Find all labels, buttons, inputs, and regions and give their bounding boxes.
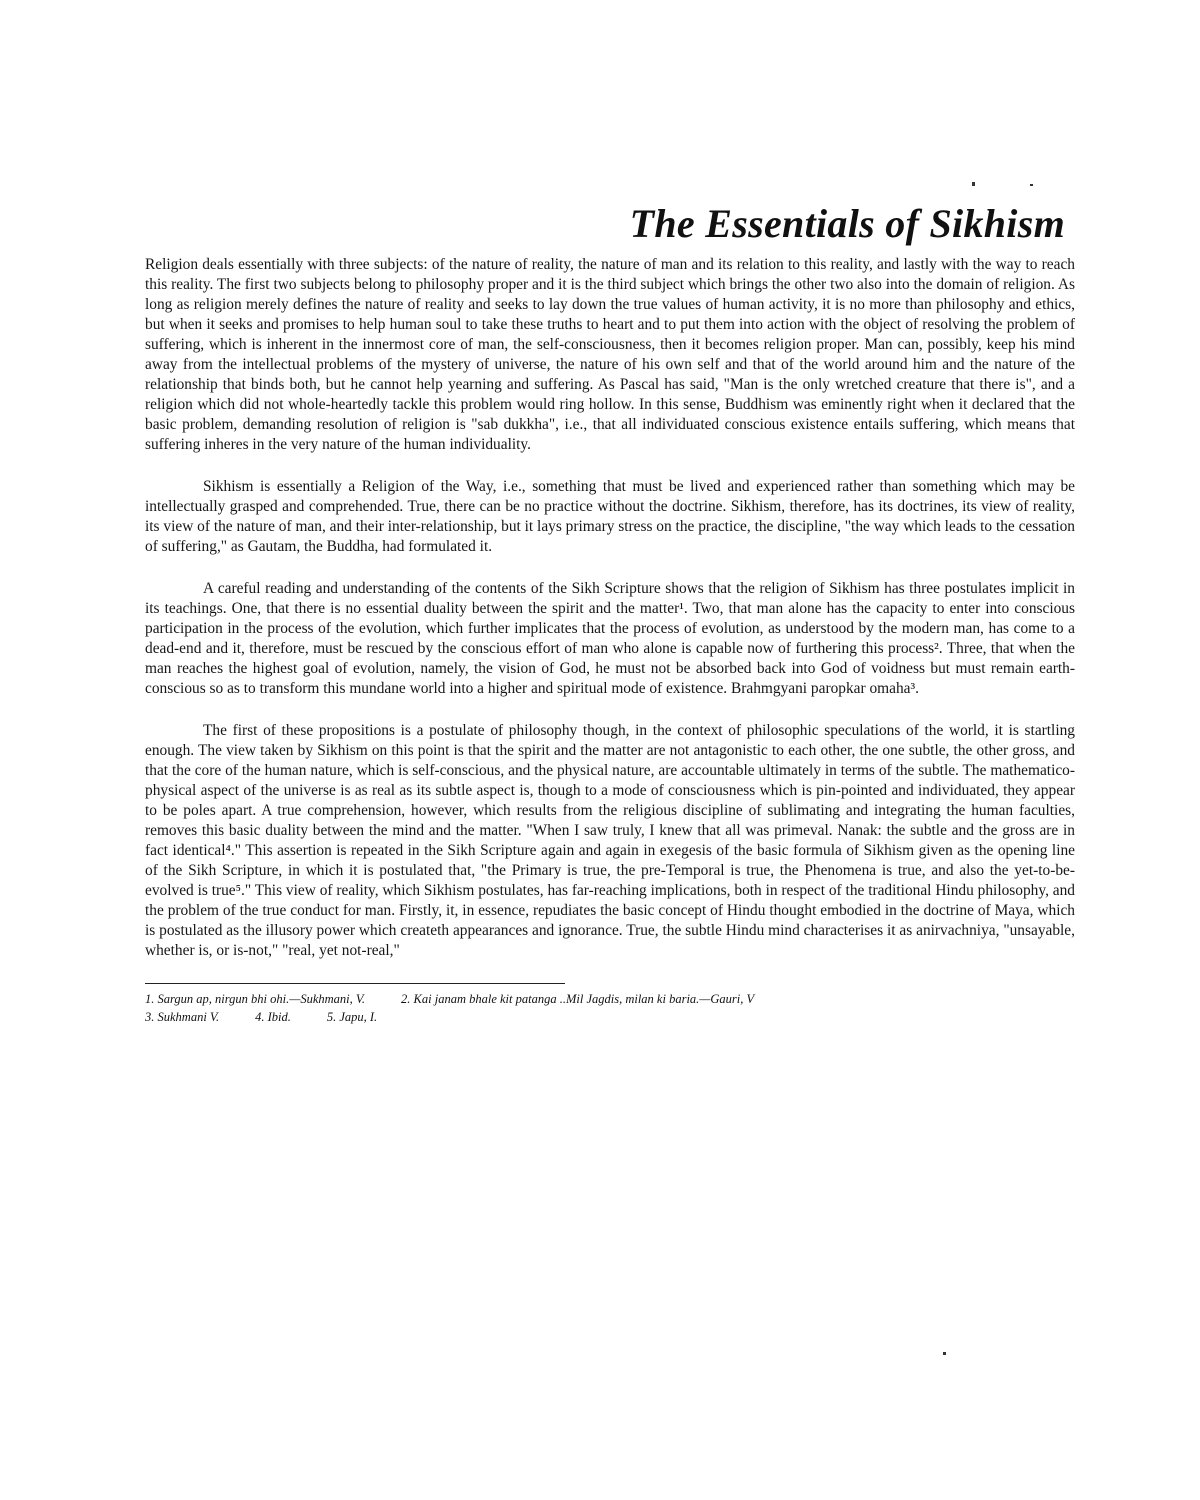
footnotes [145,990,1075,1026]
paragraph-4: The first of these propositions is a postulate of philosophy though, in the context of philosophic speculations of the world, it is startling enough. The view taken by Sikhism on this point is that the spirit and the matter are not antagonistic to each other, the one subtle, the other gross, and that the core of the human nature, which is self-conscious, and the physical nature, are accountable ultimately in terms of the subtle. The mathematico-physical aspect of the universe is as real as its subtle aspect is, though to a mode of consciousness which is pin-pointed and individuated, they appear to be poles apart. A true comprehension, however, which results from the religious discipline of sublimating and integrating the human faculties, removes this basic duality between the mind and the matter. "When I saw truly, I knew that all was primeval. Nanak: the subtle and the gross are in fact identical⁴." This assertion is repeated in the Sikh Scripture again and again in exegesis of the basic formula of Sikhism given as the opening line of the Sikh Scripture, in which it is postulated that, "the Primary is true, the pre-Temporal is true, the Phenomena is true, and also the yet-to-be-evolved is true⁵." This view of reality, which Sikhism postulates, has far-reaching implications, both in respect of the traditional Hindu philosophy, and the problem of the true conduct for man. Firstly, it, in essence, repudiates the basic concept of Hindu thought embodied in the doctrine of Maya, which is postulated as the illusory power which createth appearances and ignorance. True, the subtle Hindu mind characterises it as anirvachniya, "unsayable, whether is, or is-not," "real, yet not-real," [145,722,1075,959]
footnote-row [145,1008,1075,1026]
page-title: The Essentials of Sikhism [629,201,1065,246]
paragraph-2: Sikhism is essentially a Religion of the Way, i.e., something that must be lived and experienced rather than something which may be intellectually grasped and comprehended. True, there can be no practice without the doctrine. Sikhism, therefore, has its doctrines, its view of reality, its view of the nature of man, and their inter-relationship, but it lays primary stress on the practice, the discipline, "the way which leads to the cessation of suffering," as Gautam, the Buddha, had formulated it. [145,478,1076,555]
footnote-5: 5. Japu, I. [326,1010,378,1024]
footnote-divider [145,983,565,984]
footnote-4: 4. Ibid. [255,1010,291,1024]
footnote-3: 3. Sukhmani V. [145,1010,220,1024]
speck-mark [1030,184,1033,186]
footnote-2: 2. Kai janam bhale kit patanga ..Mil Jagdis, milan ki baria.—Gauri, V [401,992,755,1006]
footnote-1: 1. Sargun ap, nirgun bhi ohi.—Sukhmani, V. [145,992,366,1006]
speck-mark [972,182,975,186]
paragraph-1: Religion deals essentially with three subjects: of the nature of reality, the nature of man and its relation to this reality, and lastly with the way to reach this reality. The first two subjects belong to philosophy proper and it is the third subject which brings the other two also into the domain of religion. As long as religion merely defines the nature of reality and seeks to lay down the true values of human activity, it is no more than philosophy and ethics, but when it seeks and promises to help human soul to take these truths to heart and to put them into action with the object of resolving the problem of suffering, which is inherent in the innermost core of man, the self-consciousness, then it becomes religion proper. Man can, possibly, keep his mind away from the intellectual problems of the mystery of universe, the nature of his own self and that of the world around him and the nature of the relationship that binds both, but he cannot help yearning and suffering. As Pascal has said, "Man is the only wretched creature that there is", and a religion which did not whole-heartedly tackle this problem would ring hollow. In this sense, Buddhism was eminently right when it declared that the basic problem, demanding resolution of religion is "sab dukkha", i.e., that all individuated conscious existence entails suffering, which means that suffering inheres in the very nature of the human individuality. [145,256,1075,453]
footnote-row [145,990,1075,1008]
paragraph-3: A careful reading and understanding of the contents of the Sikh Scripture shows that the religion of Sikhism has three postulates implicit in its teachings. One, that there is no essential duality between the spirit and the matter¹. Two, that man alone has the capacity to enter into conscious participation in the process of the evolution, which further implicates that the process of evolution, as understood by the modern man, has come to a dead-end and it, therefore, must be rescued by the conscious effort of man who alone is capable now of furthering this process². Three, that when the man reaches the highest goal of evolution, namely, the vision of God, he must not be absorbed back into God of voidness but must remain earth-conscious so as to transform this mundane world into a higher and spiritual mode of existence. Brahmgyani paropkar omaha³. [145,580,1075,697]
speck-mark [943,1352,946,1355]
document-page [145,200,1075,1026]
